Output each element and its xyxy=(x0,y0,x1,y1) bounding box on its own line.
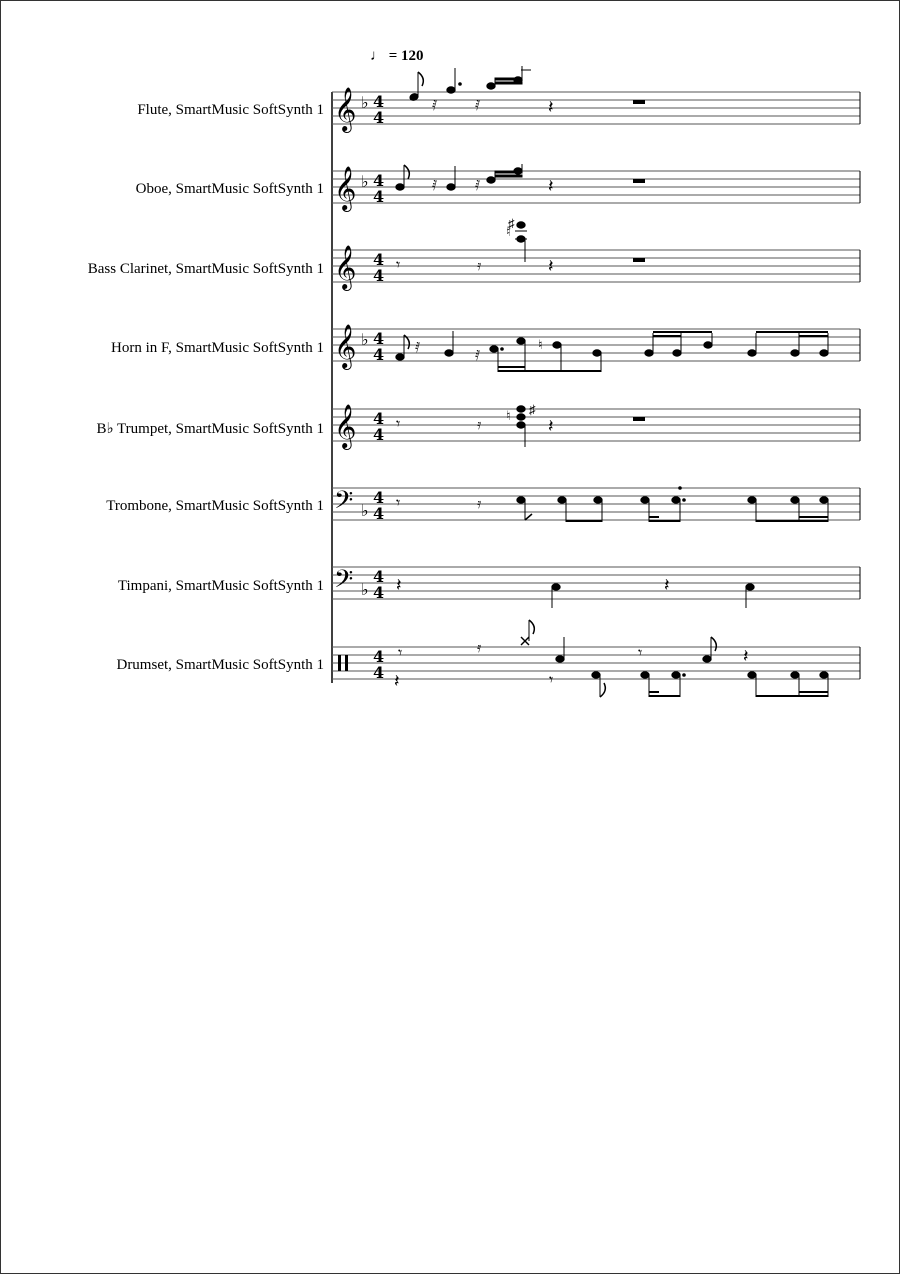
svg-text:𝄾: 𝄾 xyxy=(396,416,401,433)
timpani-notes xyxy=(396,575,754,608)
treble-clef-icon: 𝄞 xyxy=(334,245,357,289)
bass-clef-icon: 𝄢 xyxy=(334,486,354,521)
svg-text:𝄽: 𝄽 xyxy=(396,575,402,595)
staff-oboe xyxy=(332,171,860,203)
treble-clef-icon: 𝄞 xyxy=(334,324,357,368)
svg-text:𝅀: 𝅀 xyxy=(475,179,481,194)
staff-label-trombone: Trombone, SmartMusic SoftSynth 1 xyxy=(106,498,324,514)
staff-bass-clarinet xyxy=(332,250,860,282)
time-signatures xyxy=(373,92,384,682)
treble-clef-icon: 𝄞 xyxy=(334,404,357,448)
staff-label-horn: Horn in F, SmartMusic SoftSynth 1 xyxy=(111,340,324,356)
quarter-note-icon: ♩ xyxy=(370,48,385,64)
svg-text:𝄾: 𝄾 xyxy=(396,495,401,512)
svg-text:4: 4 xyxy=(373,345,385,364)
treble-clef-icon: 𝄞 xyxy=(334,87,357,131)
svg-text:4: 4 xyxy=(373,329,385,348)
svg-text:𝄽: 𝄽 xyxy=(548,416,554,436)
svg-text:𝄿: 𝄿 xyxy=(477,497,482,512)
flat-icon: ♭ xyxy=(361,330,369,349)
svg-text:4: 4 xyxy=(373,488,385,507)
key-signatures xyxy=(361,93,369,599)
svg-text:♮: ♮ xyxy=(538,337,543,352)
svg-text:𝄾: 𝄾 xyxy=(396,257,401,274)
staff-label-drumset: Drumset, SmartMusic SoftSynth 1 xyxy=(116,657,324,673)
treble-clef-icon: 𝄞 xyxy=(334,166,357,210)
svg-text:𝅀: 𝅀 xyxy=(475,99,481,114)
svg-text:♯: ♯ xyxy=(508,216,515,231)
staff-trombone xyxy=(332,488,860,520)
drumset-notes xyxy=(394,620,828,697)
staff-label-bass-clarinet: Bass Clarinet, SmartMusic SoftSynth 1 xyxy=(87,261,324,277)
flute-notes xyxy=(409,66,645,117)
svg-text:𝄽: 𝄽 xyxy=(548,97,554,117)
flat-icon: ♭ xyxy=(361,93,369,112)
svg-text:𝄽: 𝄽 xyxy=(394,671,400,691)
svg-text:4: 4 xyxy=(373,92,385,111)
svg-text:𝄽: 𝄽 xyxy=(548,256,554,276)
staff-lines xyxy=(332,92,860,679)
svg-text:4: 4 xyxy=(373,187,385,206)
svg-text:𝄾: 𝄾 xyxy=(638,645,643,662)
staff-trumpet xyxy=(332,409,860,441)
svg-text:𝄽: 𝄽 xyxy=(664,575,670,595)
svg-text:𝅀: 𝅀 xyxy=(475,349,481,364)
svg-text:𝅀: 𝅀 xyxy=(415,341,421,356)
staff-label-timpani: Timpani, SmartMusic SoftSynth 1 xyxy=(117,578,324,594)
svg-text:𝅀: 𝅀 xyxy=(432,99,438,114)
svg-text:4: 4 xyxy=(373,266,385,285)
staff-label-flute: Flute, SmartMusic SoftSynth 1 xyxy=(137,102,324,118)
svg-text:4: 4 xyxy=(373,504,385,523)
staff-label-oboe: Oboe, SmartMusic SoftSynth 1 xyxy=(135,181,324,197)
flat-icon: ♭ xyxy=(361,501,369,520)
svg-text:4: 4 xyxy=(373,567,385,586)
svg-text:4: 4 xyxy=(373,647,385,666)
tempo-text: = 120 xyxy=(388,48,424,64)
svg-text:𝄽: 𝄽 xyxy=(743,646,749,666)
svg-text:𝄾: 𝄾 xyxy=(398,645,403,662)
svg-text:4: 4 xyxy=(373,425,385,444)
svg-text:4: 4 xyxy=(373,171,385,190)
staff-label-trumpet: B♭ Trumpet, SmartMusic SoftSynth 1 xyxy=(96,421,324,437)
svg-text:𝄿: 𝄿 xyxy=(477,259,482,274)
svg-text:4: 4 xyxy=(373,250,385,269)
svg-text:𝅀: 𝅀 xyxy=(432,179,438,194)
staff-timpani xyxy=(332,567,860,599)
flat-icon: ♭ xyxy=(361,172,369,191)
svg-text:4: 4 xyxy=(373,108,385,127)
svg-text:♮: ♮ xyxy=(506,224,511,239)
flat-icon: ♭ xyxy=(361,580,369,599)
svg-text:4: 4 xyxy=(373,583,385,602)
bass-clarinet-notes xyxy=(396,216,645,276)
svg-text:4: 4 xyxy=(373,409,385,428)
bass-clef-icon: 𝄢 xyxy=(334,565,354,600)
svg-text:𝄿: 𝄿 xyxy=(477,418,482,433)
svg-text:𝄿: 𝄿 xyxy=(477,641,482,656)
svg-text:♮: ♮ xyxy=(506,408,511,423)
svg-text:𝄽: 𝄽 xyxy=(548,176,554,196)
svg-text:♯: ♯ xyxy=(529,402,536,417)
oboe-notes xyxy=(396,164,645,196)
svg-text:𝄾: 𝄾 xyxy=(549,672,554,689)
svg-text:4: 4 xyxy=(373,663,385,682)
